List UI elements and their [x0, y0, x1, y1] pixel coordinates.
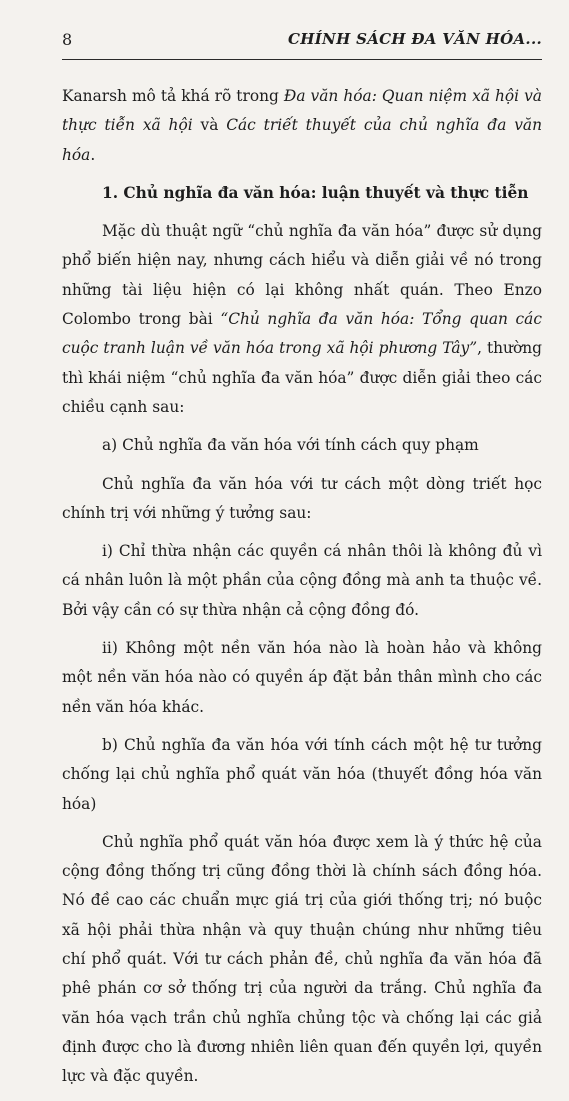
- page-header: [62, 30, 542, 54]
- list-item-i: i) Chỉ thừa nhận các quyền cá nhân thôi là không đủ vì cá nhân luôn là một phần của cộng đồng mà anh ta thuộc về. Bởi vậy cần có sự thừa nhận cả cộng đồng đó.: [62, 542, 542, 619]
- intro-text-3: .: [90, 145, 96, 164]
- header-divider: [62, 59, 542, 60]
- body-paragraph-2: Chủ nghĩa đa văn hóa với tư cách một dòng triết học chính trị với những ý tưởng sau:: [62, 474, 542, 522]
- section-heading: 1. Chủ nghĩa đa văn hóa: luận thuyết và thực tiễn: [102, 183, 529, 202]
- intro-paragraph: [62, 82, 542, 170]
- body-paragraph-1: [62, 217, 542, 422]
- paragraph-1-text-2: , thường thì khái niệm “chủ nghĩa đa văn hóa” được diễn giải theo các chiều cạnh sau:: [62, 339, 542, 416]
- intro-book-title-2: Các triết thuyết của chủ nghĩa đa văn hóa: [62, 116, 543, 164]
- paragraph-1-text-1: Mặc dù thuật ngữ “chủ nghĩa đa văn hóa” được sử dụng phổ biến hiện nay, nhưng cách hiểu và diễn giải về nó trong những tài liệu hiện có lại không nhất quán. Theo Enzo Colombo trong bài: [62, 222, 542, 329]
- list-item-a: a) Chủ nghĩa đa văn hóa với tính cách quy phạm: [102, 436, 479, 455]
- running-title: CHÍNH SÁCH ĐA VĂN HÓA...: [288, 30, 542, 48]
- intro-text-1: Kanarsh mô tả khá rõ trong: [62, 87, 284, 105]
- intro-text-2: và: [192, 116, 227, 135]
- list-item-ii: ii) Không một nền văn hóa nào là hoàn hảo và không một nền văn hóa nào có quyền áp đặt bản thân mình cho các nền văn hóa khác.: [62, 639, 542, 716]
- list-item-b: b) Chủ nghĩa đa văn hóa với tính cách một hệ tư tưởng chống lại chủ nghĩa phổ quát văn hóa (thuyết đồng hóa văn hóa): [62, 735, 542, 813]
- page-body: [62, 82, 542, 1101]
- body-paragraph-3: Chủ nghĩa phổ quát văn hóa được xem là ý thức hệ của cộng đồng thống trị cũng đồng thời là chính sách đồng hóa. Nó đề cao các chuẩn mực giá trị của giới thống trị; nó buộc xã hội phải thừa nhận và quy thuận chúng như những tiêu chí phổ quát. Với tư cách phản đề, chủ nghĩa đa văn hóa đã phê phán cơ sở thống trị của người da trắng. Chủ nghĩa đa văn hóa vạch trần chủ nghĩa chủng tộc và chống lại các giả định được cho là đương nhiên liên quan đến quyền lợi, quyền lực và đặc quyền.: [62, 832, 542, 1086]
- intro-book-title-1: Đa văn hóa: Quan niệm xã hội và thực tiễn xã hội: [62, 87, 542, 135]
- article-title: “Chủ nghĩa đa văn hóa: Tổng quan các cuộc tranh luận về văn hóa trong xã hội phương Tây”: [62, 310, 542, 358]
- page-number: 8: [62, 30, 73, 49]
